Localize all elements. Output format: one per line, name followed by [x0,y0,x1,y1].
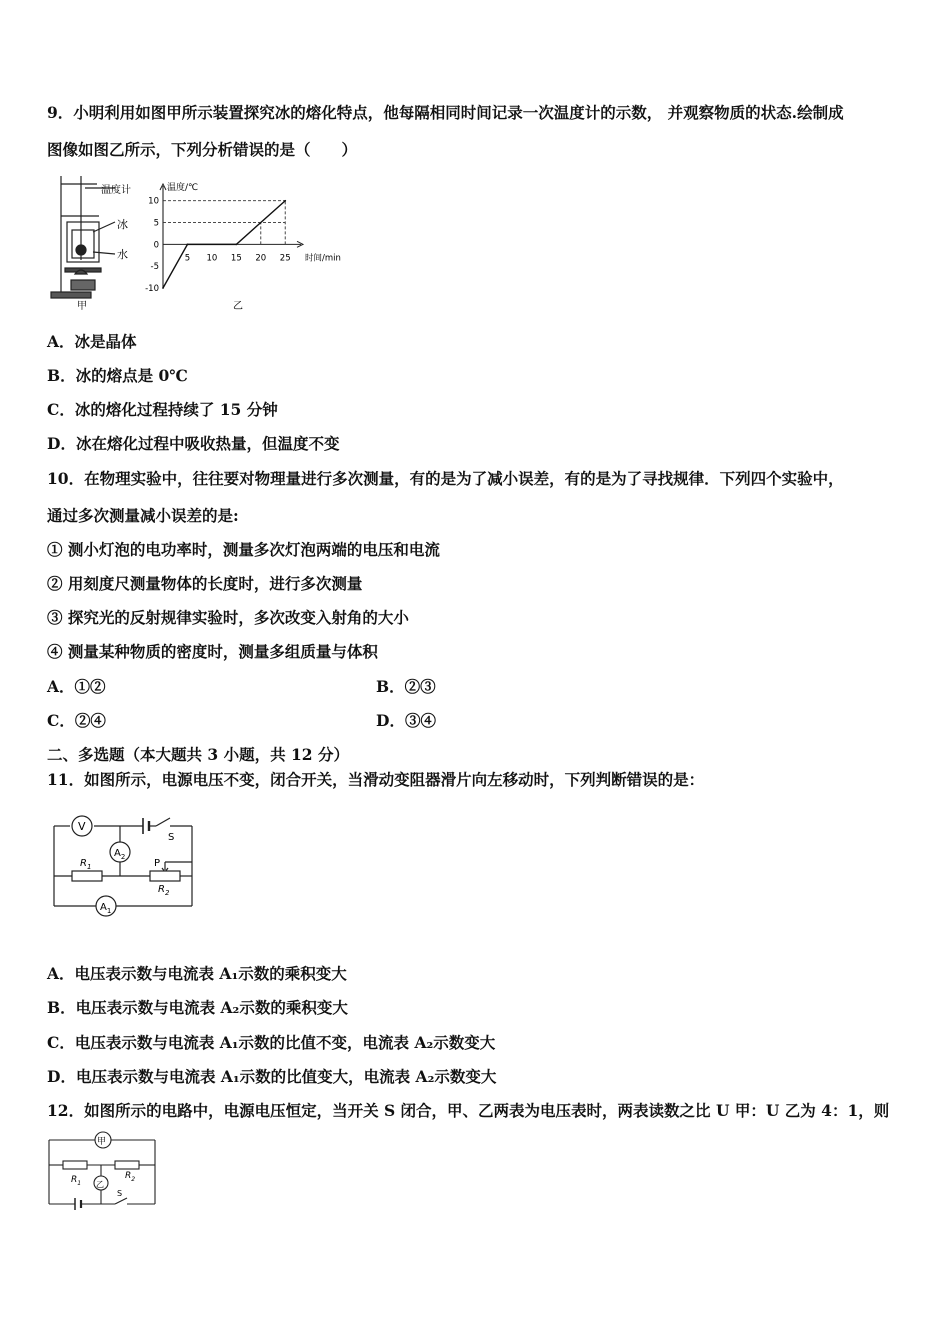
q9-stem-line1: 9．小明利用如图甲所示装置探究冰的熔化特点，他每隔相同时间记录一次温度计的示数， 并观察物质的状态.绘制成 [47,103,844,122]
data-point [162,287,164,289]
resistor-r1 [63,1161,87,1169]
voltmeter-label: V [78,820,86,833]
q10-option-d: D．③④ [376,711,436,730]
resistor-r2 [115,1161,139,1169]
q12-stem: 12．如图所示的电路中，电源电压恒定，当开关 S 闭合，甲、乙两表为电压表时，两表读数之比 U 甲：U 乙为 4：1，则 [47,1101,890,1120]
meter-yi-label: 乙 [96,1180,104,1189]
switch-label: S [168,832,175,843]
q12-circuit-figure [45,1130,160,1212]
y-tick-label: -5 [150,262,159,273]
x-tick-label: 20 [255,253,267,264]
label-ice: 冰 [117,218,128,231]
q11-circuit-figure [50,810,200,922]
label-thermometer: 温度计 [101,185,131,196]
temperature-graph [145,181,341,294]
q9-stem-line2: 图像如图乙所示，下列分析错误的是（ ） [47,140,358,159]
data-point [284,200,286,202]
r2-label: $R_2$ [158,884,170,897]
x-tick-label: 10 [206,253,218,264]
ammeter-a2-label: $A_2$ [114,848,126,861]
q9-option-c: C．冰的熔化过程持续了 15 分钟 [47,400,278,419]
slider-p-label: P [154,858,161,869]
x-tick-label: 15 [230,253,242,264]
q9-option-b: B．冰的熔点是 0℃ [47,366,188,385]
x-axis-label: 时间/min [305,253,341,264]
q10-option-a: A．①② [47,677,106,696]
r1-label: $R_1$ [71,1175,82,1187]
rheostat-r2 [150,871,180,881]
q11-option-d: D．电压表示数与电流表 A₁示数的比值变大，电流表 A₂示数变大 [47,1067,497,1086]
q10-item-4: ④ 测量某种物质的密度时，测量多组质量与体积 [47,642,378,661]
q10-item-3: ③ 探究光的反射规律实验时，多次改变入射角的大小 [47,608,409,627]
q10-option-c: C．②④ [47,711,106,730]
y-tick-label: 0 [153,240,159,251]
y-tick-label: 5 [153,218,159,229]
label-yi: 乙 [233,301,243,312]
q10-stem-line1: 10．在物理实验中，往往要对物理量进行多次测量，有的是为了减小误差，有的是为了寻找规律．下列四个实验中， [47,469,844,488]
q9-option-d: D．冰在熔化过程中吸收热量，但温度不变 [47,434,340,453]
y-tick-label: 10 [148,196,159,207]
y-axis-label: 温度/℃ [167,183,199,193]
q11-option-b: B．电压表示数与电流表 A₂示数的乘积变大 [47,998,348,1017]
q10-option-b: B．②③ [376,677,436,696]
section-heading: 二、多选题（本大题共 3 小题，共 12 分） [47,745,349,764]
data-point [235,243,237,245]
r2-label: $R_2$ [125,1171,136,1183]
q9-figure [45,170,355,315]
x-tick-label: 25 [279,253,291,264]
q10-item-1: ① 测小灯泡的电功率时，测量多次灯泡两端的电压和电流 [47,540,440,559]
q10-stem-line2: 通过多次测量减小误差的是: [47,506,239,525]
q11-option-c: C．电压表示数与电流表 A₁示数的比值不变，电流表 A₂示数变大 [47,1033,496,1052]
q11-stem: 11．如图所示，电源电压不变，闭合开关，当滑动变阻器滑片向左移动时，下列判断错误的是： [47,770,705,789]
x-tick-label: 5 [184,253,191,264]
r1-label: $R_1$ [80,858,92,871]
q11-option-a: A．电压表示数与电流表 A₁示数的乘积变大 [47,964,347,983]
q10-item-2: ② 用刻度尺测量物体的长度时，进行多次测量 [47,574,363,593]
meter-jia-label: 甲 [97,1137,107,1147]
label-jia: 甲 [77,301,87,312]
ammeter-a1-label: $A_1$ [100,902,112,915]
label-water: 水 [117,248,128,261]
switch-label: S [117,1189,123,1198]
q9-option-a: A．冰是晶体 [47,332,137,351]
resistor-r1 [72,871,102,881]
data-point [187,243,189,245]
y-tick-label: -10 [145,284,159,294]
